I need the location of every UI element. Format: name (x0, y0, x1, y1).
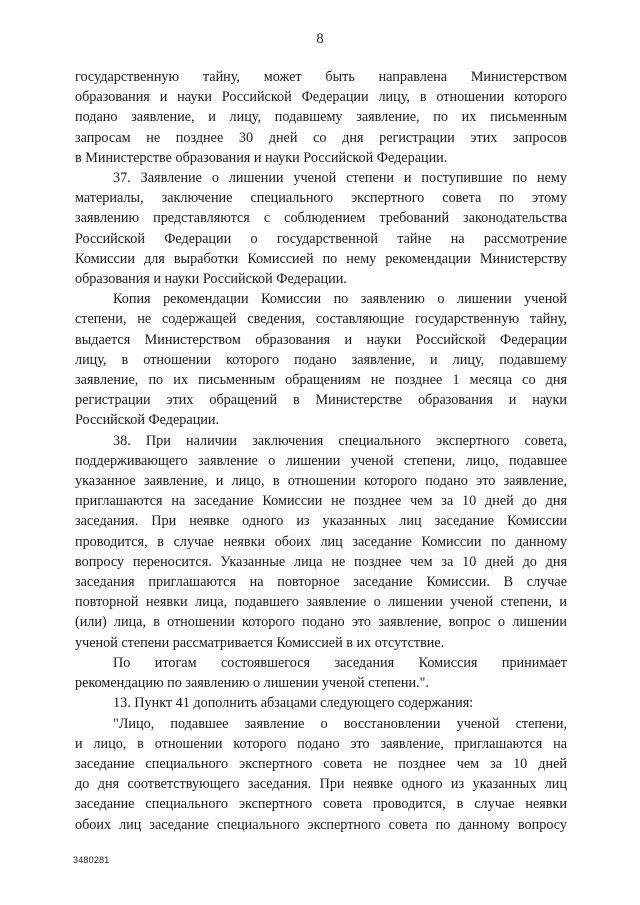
paragraph (75, 714, 567, 835)
text-line: ученой степени рассматривается Комиссией в их отсутствие. (75, 634, 445, 651)
paragraph (75, 289, 567, 430)
page-number: 8 (316, 31, 324, 47)
text-line: государственную тайну, может быть направлена Министерством (75, 69, 567, 85)
text-line: заседания приглашаются на повторное заседание Комиссии. В случае (75, 574, 567, 591)
paragraph (75, 693, 567, 713)
text-line: заседание специального экспертного совета проводится, в случае неявки (75, 796, 567, 813)
paragraph (75, 67, 567, 168)
text-line: заявление, по их письменным обращениям не позднее 1 месяца со дня (75, 372, 567, 389)
text-line: и лицо, в отношении которого подано это заявление, приглашаются на (75, 735, 567, 752)
text-line: 13. Пункт 41 дополнить абзацами следующего содержания: (113, 695, 474, 712)
text-line: "Лицо, подавшее заявление о восстановлении ученой степени, (113, 715, 567, 732)
text-line: вопросу переносится. Указанные лица не позднее чем за 10 дней до дня (75, 553, 567, 570)
text-line: (или) лица, в отношении которого подано это заявление, вопрос о лишении (75, 614, 567, 631)
text-line: заседание специального экспертного совета не позднее чем за 10 дней (75, 755, 567, 772)
text-line: степени, не содержащей сведения, составляющие государственную тайну, (75, 311, 567, 328)
text-line: заседания. При неявке одного из указанных лиц заседание Комиссии (75, 513, 567, 530)
text-line: в Министерстве образования и науки Российской Федерации. (75, 149, 448, 166)
text-line: Российской Федерации о государственной тайне на рассмотрение (75, 230, 567, 247)
text-line: 37. Заявление о лишении ученой степени и поступившие по нему (113, 170, 567, 187)
text-line: регистрации этих обращений в Министерстве образования и науки (75, 392, 567, 409)
text-line: лицу, в отношении которого подано заявление, и лицу, подавшему (75, 351, 567, 368)
text-line: Комиссии для выработки Комиссией по нему рекомендации Министерству (75, 250, 567, 267)
text-line: образования и науки Российской Федерации лицу, в отношении которого (75, 89, 567, 106)
paragraph (75, 653, 567, 693)
paragraph (75, 431, 567, 653)
document-body (75, 67, 567, 835)
text-line: образования и науки Российской Федерации. (75, 271, 347, 288)
text-line: материалы, заключение специального экспертного совета по этому (75, 190, 567, 207)
text-line: проводится, в случае неявки обоих лиц заседание Комиссии по данному (75, 533, 567, 550)
text-line: Российской Федерации. (75, 412, 220, 429)
text-line: поддерживающего заявление о лишении ученой степени, лицо, подавшее (75, 452, 567, 469)
text-line: 38. При наличии заключения специального экспертного совета, (113, 432, 567, 449)
text-line: подано заявление, и лицу, подавшему заявление, по их письменным (75, 109, 567, 126)
text-line: По итогам состоявшегося заседания Комиссия принимает (113, 654, 567, 671)
text-line: указанное заявление, и лицо, в отношении которого подано это заявление, (75, 473, 567, 490)
text-line: до дня соответствующего заседания. При неявке одного из указанных лиц (75, 776, 567, 793)
text-line: выдается Министерством образования и науки Российской Федерации (75, 331, 567, 348)
paragraph (75, 168, 567, 289)
text-line: запросам не позднее 30 дней со дня регистрации этих запросов (75, 129, 567, 146)
text-line: рекомендацию по заявлению о лишении ученой степени.". (75, 675, 429, 692)
text-line: приглашаются на заседание Комиссии не позднее чем за 10 дней до дня (75, 493, 567, 510)
text-line: обоих лиц заседание специального экспертного совета по данному вопросу (75, 816, 567, 833)
text-line: Копия рекомендации Комиссии по заявлению о лишении ученой (113, 291, 567, 308)
text-line: повторной неявки лица, подавшего заявление о лишении ученой степени, и (75, 594, 567, 611)
document-code: 3480281 (73, 855, 110, 865)
text-line: заявлению представляются с соблюдением требований законодательства (75, 210, 567, 227)
